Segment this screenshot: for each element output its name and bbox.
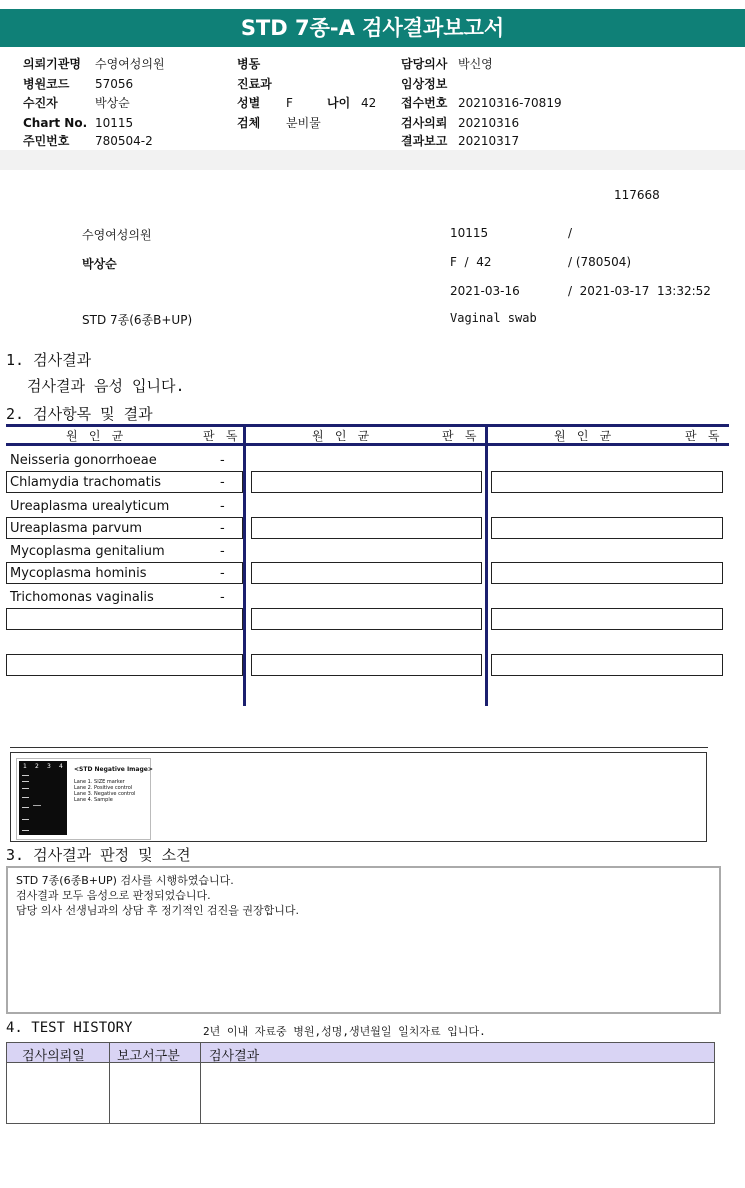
row-name: Mycoplasma genitalium [10, 544, 165, 559]
summary-specimen: Vaginal swab [450, 311, 537, 325]
id-value: 780504-2 [95, 134, 153, 148]
row-name: Neisseria gonorrhoeae [10, 453, 157, 468]
row-result: - [220, 453, 225, 468]
gel-band [22, 788, 29, 789]
accession-value: 20210316-70819 [458, 96, 562, 110]
patient-label: 수진자 [23, 96, 58, 110]
row-result: - [220, 544, 225, 559]
section1-text: 검사결과 음성 입니다. [27, 377, 185, 395]
gel-band [22, 819, 29, 820]
history-note: 2년 이내 자료중 병원,성명,생년월일 일치자료 입니다. [203, 1025, 486, 1038]
row-name: Chlamydia trachomatis [10, 475, 162, 490]
summary-test: STD 7종(6종B+UP) [82, 313, 193, 327]
history-divider-1 [109, 1042, 110, 1124]
table-row [251, 471, 482, 493]
code-value: 57056 [95, 77, 134, 91]
gel-legend-item: Lane 2. Positive control [74, 785, 133, 791]
gel-band [33, 805, 41, 806]
age-label: 나이 [327, 96, 351, 110]
dept-label: 진료과 [237, 77, 272, 91]
chart-value: 10115 [95, 116, 134, 130]
gel-lane-label: 1 [23, 763, 27, 770]
sex-value: F [286, 96, 293, 110]
table-row [251, 608, 482, 630]
doctor-value: 박신영 [458, 57, 493, 71]
code-label: 병원코드 [23, 77, 70, 91]
gel-legend-item: Lane 4. Sample [74, 797, 113, 803]
request-label: 검사의뢰 [401, 116, 448, 130]
sex-label: 성별 [237, 96, 261, 110]
gel-title: <STD Negative Image> [74, 766, 153, 773]
table-row [491, 608, 723, 630]
specimen-value: 분비물 [286, 116, 321, 130]
summary-hospital: 수영여성의원 [82, 228, 152, 242]
report-value: 20210317 [458, 134, 520, 148]
row-result: - [220, 566, 225, 581]
clinical-label: 임상정보 [401, 77, 448, 91]
hospital-label: 의뢰기관명 [23, 57, 81, 71]
table-row [251, 562, 482, 584]
col-judgment-3: 판 독 [685, 429, 722, 443]
hospital-value: 수영여성의원 [95, 57, 165, 71]
report-label: 결과보고 [401, 134, 448, 148]
col-pathogen-2: 원 인 균 [312, 429, 372, 443]
row-name: Mycoplasma hominis [10, 566, 147, 581]
header-separator [0, 150, 745, 170]
specimen-label: 검체 [237, 116, 261, 130]
gel-band [22, 797, 29, 798]
history-header [6, 1042, 715, 1063]
row-result: - [220, 521, 225, 536]
gel-lane-label: 2 [35, 763, 39, 770]
summary-slash: / [568, 226, 573, 240]
summary-chart: 10115 [450, 226, 489, 240]
history-col-date: 검사의뢰일 [22, 1049, 85, 1064]
row-name: Trichomonas vaginalis [10, 590, 154, 605]
col-pathogen-1: 원 인 균 [66, 429, 126, 443]
section3-heading: 3. 검사결과 판정 및 소견 [6, 846, 191, 864]
section4-heading: 4. TEST HISTORY [6, 1020, 133, 1036]
gel-legend [74, 779, 135, 803]
section2-heading: 2. 검사항목 및 결과 [6, 405, 153, 423]
history-divider-2 [200, 1042, 201, 1124]
row-name: Ureaplasma parvum [10, 521, 143, 536]
gel-legend-item: Lane 1. SIZE marker [74, 779, 125, 785]
gel-band [22, 830, 29, 831]
gel-top-rule [10, 747, 708, 748]
opinion-line: 검사결과 모두 음성으로 판정되었습니다. [16, 889, 211, 902]
col-judgment-1: 판 독 [203, 429, 240, 443]
table-row [491, 562, 723, 584]
history-left-border [6, 1063, 7, 1124]
history-col-result: 검사결과 [209, 1049, 260, 1064]
table-row [491, 654, 723, 676]
col-pathogen-3: 원 인 균 [554, 429, 614, 443]
accession-label: 접수번호 [401, 96, 448, 110]
history-right-border [714, 1063, 715, 1124]
id-label: 주민번호 [23, 134, 70, 148]
section1-heading: 1. 검사결과 [6, 351, 92, 369]
ward-label: 병동 [237, 57, 261, 71]
opinion-line: 담당 의사 선생님과의 상담 후 정기적인 검진을 권장합니다. [16, 904, 299, 917]
gel-band [22, 781, 29, 782]
gel-lane-label: 4 [59, 763, 63, 770]
age-value: 42 [361, 96, 377, 110]
summary-date2: / 2021-03-17 13:32:52 [568, 284, 711, 298]
table-row [6, 654, 243, 676]
table-row [251, 654, 482, 676]
col-judgment-2: 판 독 [442, 429, 479, 443]
opinion-line: STD 7종(6종B+UP) 검사를 시행하였습니다. [16, 874, 234, 887]
table-row [251, 517, 482, 539]
patient-value: 박상순 [95, 96, 130, 110]
summary-date1: 2021-03-16 [450, 284, 520, 298]
request-value: 20210316 [458, 116, 520, 130]
gel-lane-label: 3 [47, 763, 51, 770]
table-row [491, 471, 723, 493]
gel-band [22, 775, 29, 776]
summary-patient: 박상순 [82, 257, 117, 271]
report-title: STD 7종-A 검사결과보고서 [0, 9, 745, 47]
opinion-text [16, 873, 299, 918]
history-bottom-border [6, 1123, 715, 1124]
table-row [6, 608, 243, 630]
chart-label: Chart No. [23, 116, 88, 130]
table-divider-1 [243, 424, 246, 706]
history-col-type: 보고서구분 [117, 1049, 180, 1064]
table-divider-2 [485, 424, 488, 706]
table-row [491, 517, 723, 539]
row-result: - [220, 475, 225, 490]
gel-band [22, 807, 29, 808]
row-result: - [220, 499, 225, 514]
summary-id: / (780504) [568, 255, 632, 269]
gel-image [19, 761, 67, 835]
summary-sex-age: F / 42 [450, 255, 492, 269]
row-result: - [220, 590, 225, 605]
doctor-label: 담당의사 [401, 57, 448, 71]
row-name: Ureaplasma urealyticum [10, 499, 170, 514]
report-number: 117668 [614, 188, 660, 202]
gel-legend-item: Lane 3. Negative control [74, 791, 136, 797]
